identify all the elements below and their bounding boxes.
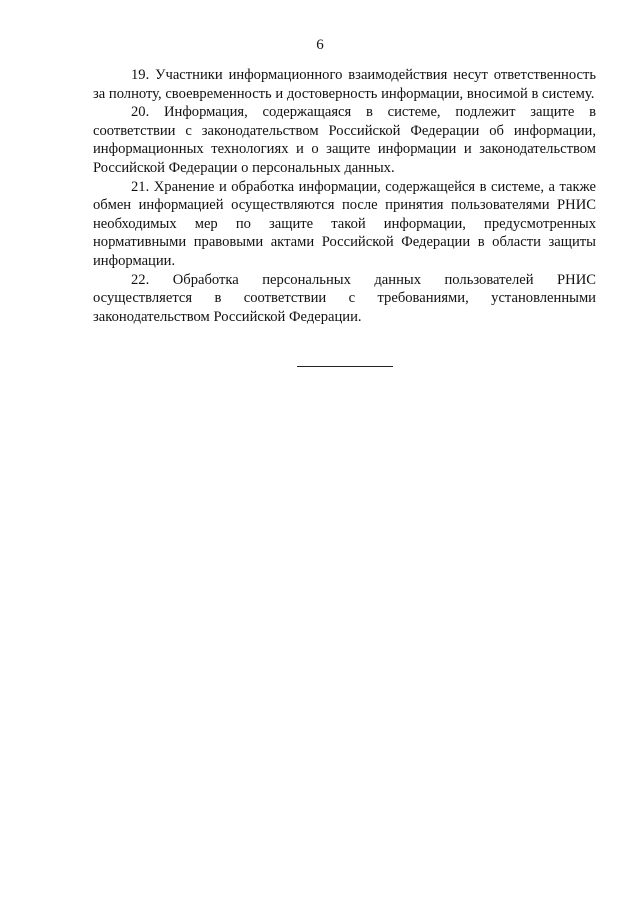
- end-of-document-rule: [297, 366, 393, 367]
- document-body: [93, 66, 596, 326]
- paragraph-19: 19. Участники информационного взаимодействия несут ответственность за полноту, своевременность и достоверность информации, вносимой в систему.: [93, 67, 596, 102]
- paragraph-20: 20. Информация, содержащаяся в системе, подлежит защите в соответствии с законодательством Российской Федерации об информации, информационных технологиях и о защите информации и законодательством Российской Федерации о персональных данных.: [93, 104, 596, 176]
- paragraph-21: 21. Хранение и обработка информации, содержащейся в системе, а также обмен информацией осуществляются после принятия пользователями РНИС необходимых мер по защите такой информации, предусмотренных нормативными правовыми актами Российской Федерации в области защиты информации.: [93, 178, 596, 269]
- page-number: 6: [316, 37, 324, 53]
- paragraph-22: 22. Обработка персональных данных пользователей РНИС осуществляется в соответствии с требованиями, установленными законодательством Российской Федерации.: [93, 271, 596, 325]
